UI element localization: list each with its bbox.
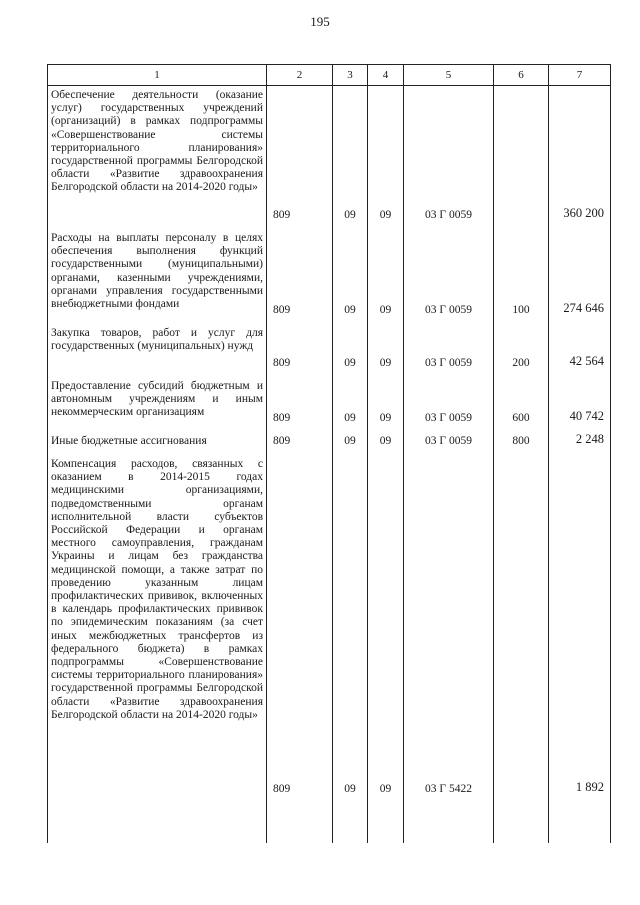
row-name: Закупка товаров, работ и услуг для государственных (муниципальных) нужд bbox=[48, 324, 267, 377]
column-header: 2 bbox=[267, 65, 333, 86]
row-amount: 40 742 bbox=[549, 377, 611, 432]
row-target-article: 03 Г 0059 bbox=[404, 324, 494, 377]
row-ministry-code: 809 bbox=[267, 455, 333, 803]
row-ministry-code: 809 bbox=[267, 377, 333, 432]
column-header: 7 bbox=[549, 65, 611, 86]
row-subsection: 09 bbox=[368, 229, 404, 324]
row-expense-type: 200 bbox=[494, 324, 549, 377]
row-target-article: 03 Г 0059 bbox=[404, 86, 494, 230]
row-subsection: 09 bbox=[368, 455, 404, 803]
row-amount: 1 892 bbox=[549, 455, 611, 803]
row-target-article: 03 Г 0059 bbox=[404, 432, 494, 455]
table-row bbox=[48, 432, 611, 455]
row-target-article: 03 Г 0059 bbox=[404, 229, 494, 324]
row-ministry-code: 809 bbox=[267, 432, 333, 455]
page-number: 195 bbox=[310, 14, 330, 29]
row-subsection: 09 bbox=[368, 324, 404, 377]
table-row bbox=[48, 86, 611, 230]
row-amount: 2 248 bbox=[549, 432, 611, 455]
row-target-article: 03 Г 5422 bbox=[404, 455, 494, 803]
table-continuation bbox=[48, 803, 611, 843]
column-header: 6 bbox=[494, 65, 549, 86]
row-target-article: 03 Г 0059 bbox=[404, 377, 494, 432]
row-expense-type: 600 bbox=[494, 377, 549, 432]
column-header: 5 bbox=[404, 65, 494, 86]
row-expense-type bbox=[494, 455, 549, 803]
table-row bbox=[48, 324, 611, 377]
row-name: Компенсация расходов, связанных с оказанием в 2014-2015 годах медицинскими организациями, подведомственными органам исполнительной власти субъектов Российской Федерации и органам местного самоуправления, гражданам Украины и лицам без гражданства медицинской помощи, а также затрат по проведению указанным лицам профилактических прививок, включенных в календарь профилактических прививок по эпидемическим показаниям (за счет иных межбюджетных трансфертов из федерального бюджета) в рамках подпрограммы «Совершенствование системы территориального планирования» государственной программы Белгородской области «Развитие здравоохранения Белгородской области на 2014-2020 годы» bbox=[48, 455, 267, 803]
row-amount: 42 564 bbox=[549, 324, 611, 377]
row-subsection: 09 bbox=[368, 377, 404, 432]
row-subsection: 09 bbox=[368, 432, 404, 455]
row-name: Предоставление субсидий бюджетным и автономным учреждениям и иным некоммерческим организациям bbox=[48, 377, 267, 432]
row-name: Расходы на выплаты персоналу в целях обеспечения выполнения функций государственными (муниципальными) органами, казенными учреждениями, органами управления государственными внебюджетными фондами bbox=[48, 229, 267, 324]
row-subsection: 09 bbox=[368, 86, 404, 230]
row-section: 09 bbox=[333, 432, 368, 455]
row-section: 09 bbox=[333, 324, 368, 377]
row-expense-type bbox=[494, 86, 549, 230]
budget-table bbox=[47, 64, 611, 843]
table-row bbox=[48, 229, 611, 324]
row-expense-type: 100 bbox=[494, 229, 549, 324]
row-section: 09 bbox=[333, 455, 368, 803]
row-ministry-code: 809 bbox=[267, 324, 333, 377]
row-section: 09 bbox=[333, 377, 368, 432]
table-row bbox=[48, 455, 611, 803]
column-header: 4 bbox=[368, 65, 404, 86]
row-ministry-code: 809 bbox=[267, 86, 333, 230]
row-section: 09 bbox=[333, 229, 368, 324]
row-section: 09 bbox=[333, 86, 368, 230]
row-name: Иные бюджетные ассигнования bbox=[48, 432, 267, 455]
row-amount: 360 200 bbox=[549, 86, 611, 230]
table-header-row bbox=[48, 65, 611, 86]
row-expense-type: 800 bbox=[494, 432, 549, 455]
column-header: 1 bbox=[48, 65, 267, 86]
row-amount: 274 646 bbox=[549, 229, 611, 324]
table-row bbox=[48, 377, 611, 432]
row-ministry-code: 809 bbox=[267, 229, 333, 324]
column-header: 3 bbox=[333, 65, 368, 86]
row-name: Обеспечение деятельности (оказание услуг) государственных учреждений (организаций) в рамках подпрограммы «Совершенствование системы территориального планирования» государственной программы Белгородской области «Развитие здравоохранения Белгородской области на 2014-2020 годы» bbox=[48, 86, 267, 230]
